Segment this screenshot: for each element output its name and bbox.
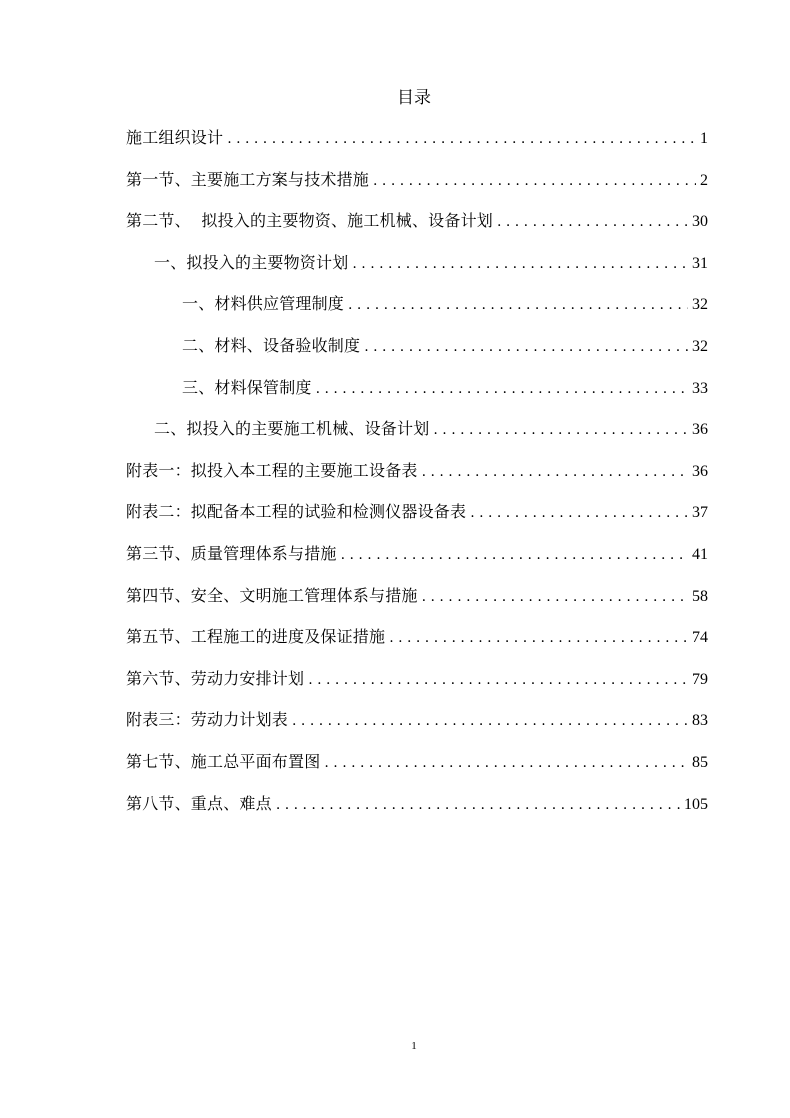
toc-entry-label: 附表三：劳动力计划表 (126, 710, 289, 730)
toc-entry-page: 41 (692, 545, 708, 563)
toc-entry[interactable] (126, 792, 708, 834)
toc-entry-page: 58 (692, 587, 708, 605)
toc-entry[interactable] (126, 209, 708, 251)
toc-entry-page: 37 (692, 504, 708, 522)
toc-leader-dots (364, 335, 688, 359)
toc-leader-dots (373, 169, 696, 193)
toc-leader-dots (497, 210, 688, 234)
toc-entry-label: 第六节、劳动力安排计划 (126, 668, 305, 688)
page-number: 1 (411, 1040, 417, 1052)
toc-entry[interactable] (126, 584, 708, 626)
toc-entry-page: 32 (692, 296, 708, 314)
toc-entry-label: 一、拟投入的主要物资计划 (154, 252, 349, 272)
toc-entry[interactable] (126, 750, 708, 792)
toc-leader-dots (324, 751, 688, 775)
toc-leader-dots (422, 460, 688, 484)
toc-entry-page: 2 (700, 171, 708, 189)
toc-entry-page: 1 (700, 130, 708, 147)
toc-leader-dots (348, 293, 688, 317)
toc-entry-label: 二、材料、设备验收制度 (182, 335, 361, 355)
toc-entry-label: 二、拟投入的主要施工机械、设备计划 (154, 419, 430, 439)
toc-entry[interactable] (126, 542, 708, 584)
toc-entry-page: 85 (692, 753, 708, 771)
toc-entry-page: 83 (692, 712, 708, 730)
toc-entry[interactable] (126, 625, 708, 667)
toc-entry[interactable] (126, 292, 708, 334)
toc-entry-label: 第二节、 拟投入的主要物资、施工机械、设备计划 (126, 211, 493, 231)
toc-entry[interactable] (126, 168, 708, 210)
toc-entry-label: 第四节、安全、文明施工管理体系与措施 (126, 585, 418, 605)
toc-entry-page: 74 (692, 629, 708, 647)
toc-entry-page: 36 (692, 462, 708, 480)
toc-leader-dots (433, 418, 688, 442)
toc-leader-dots (341, 543, 688, 567)
toc-entry[interactable] (126, 126, 708, 168)
toc-entry-label: 附表一：拟投入本工程的主要施工设备表 (126, 460, 418, 480)
toc-leader-dots (422, 585, 688, 609)
toc-leader-dots (389, 626, 688, 650)
toc-entry-page: 31 (692, 254, 708, 272)
toc-entry-label: 三、材料保管制度 (182, 377, 312, 397)
toc-entry-page: 79 (692, 670, 708, 688)
toc-entry-label: 第七节、施工总平面布置图 (126, 751, 321, 771)
toc-entry[interactable] (126, 376, 708, 418)
toc-leader-dots (308, 668, 688, 692)
toc-entry-label: 第一节、主要施工方案与技术措施 (126, 169, 370, 189)
toc-entry-label: 第五节、工程施工的进度及保证措施 (126, 627, 386, 647)
toc-entry[interactable] (126, 459, 708, 501)
toc-entry-label: 施工组织设计 (126, 128, 224, 147)
toc-entry-label: 第八节、重点、难点 (126, 793, 272, 813)
toc-entry-page: 30 (692, 213, 708, 231)
toc-leader-dots (316, 377, 688, 401)
toc-entry-page: 32 (692, 337, 708, 355)
toc-entry-label: 第三节、质量管理体系与措施 (126, 543, 337, 563)
toc-entry-label: 附表二：拟配备本工程的试验和检测仪器设备表 (126, 502, 467, 522)
toc-leader-dots (227, 127, 696, 151)
table-of-contents (126, 126, 708, 833)
toc-entry[interactable] (126, 251, 708, 293)
toc-entry[interactable] (126, 500, 708, 542)
toc-entry[interactable] (126, 667, 708, 709)
toc-leader-dots (276, 793, 680, 817)
toc-entry-page: 33 (692, 379, 708, 397)
toc-entry-page: 105 (684, 795, 708, 813)
toc-entry[interactable] (126, 334, 708, 376)
toc-entry-label: 一、材料供应管理制度 (182, 294, 345, 314)
toc-entry[interactable] (126, 417, 708, 459)
toc-leader-dots (470, 501, 688, 525)
toc-entry[interactable] (126, 708, 708, 750)
toc-leader-dots (352, 252, 688, 276)
toc-leader-dots (292, 709, 688, 733)
toc-entry-page: 36 (692, 421, 708, 439)
toc-title: 目录 (397, 88, 431, 108)
